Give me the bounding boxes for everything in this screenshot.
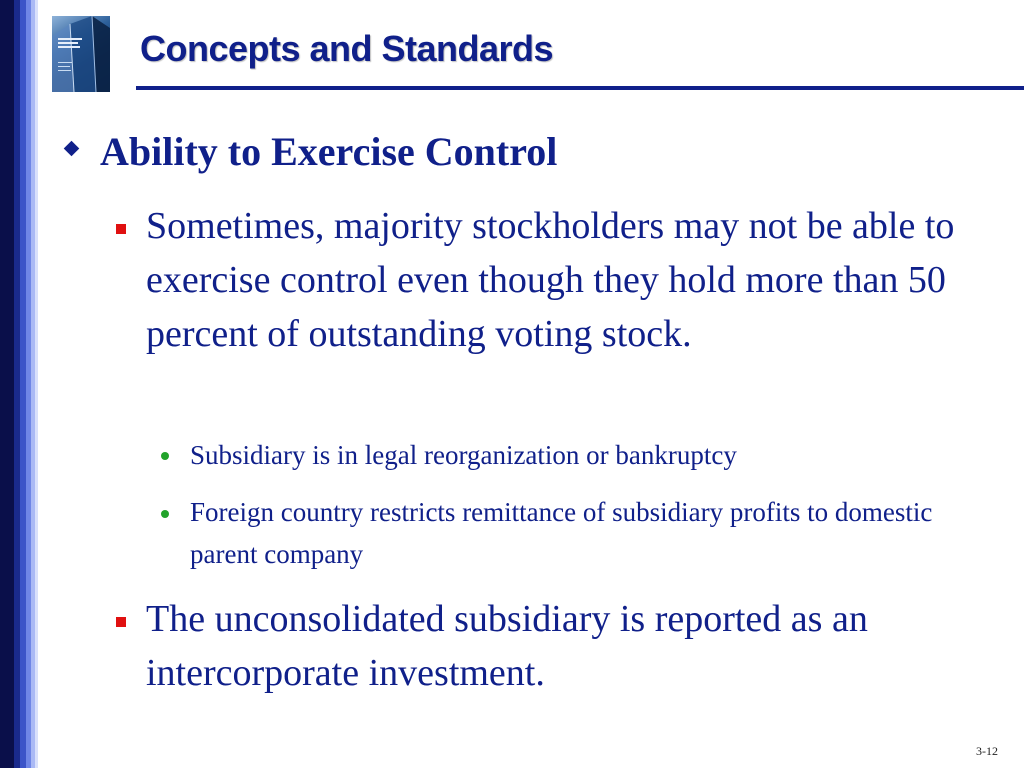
sub-bullet-2: Foreign country restricts remittance of subsidiary profits to domestic parent company — [190, 497, 933, 569]
bullet-point-2: The unconsolidated subsidiary is reported as an intercorporate investment. — [146, 598, 868, 694]
dot-bullet-icon — [161, 452, 169, 460]
bullet-point-1: Sometimes, majority stockholders may not be able to exercise control even though they hold more than 50 percent of outstanding voting stock. — [146, 205, 955, 355]
page-number: 3-12 — [976, 744, 998, 758]
heading-bullet: Ability to Exercise Control — [100, 129, 558, 174]
slide-title: Concepts and Standards — [140, 28, 554, 69]
diamond-bullet-icon — [64, 141, 80, 157]
sub-bullet-1: Subsidiary is in legal reorganization or bankruptcy — [190, 440, 737, 470]
dot-bullet-icon — [161, 510, 169, 518]
square-bullet-icon — [116, 617, 126, 627]
square-bullet-icon — [116, 224, 126, 234]
